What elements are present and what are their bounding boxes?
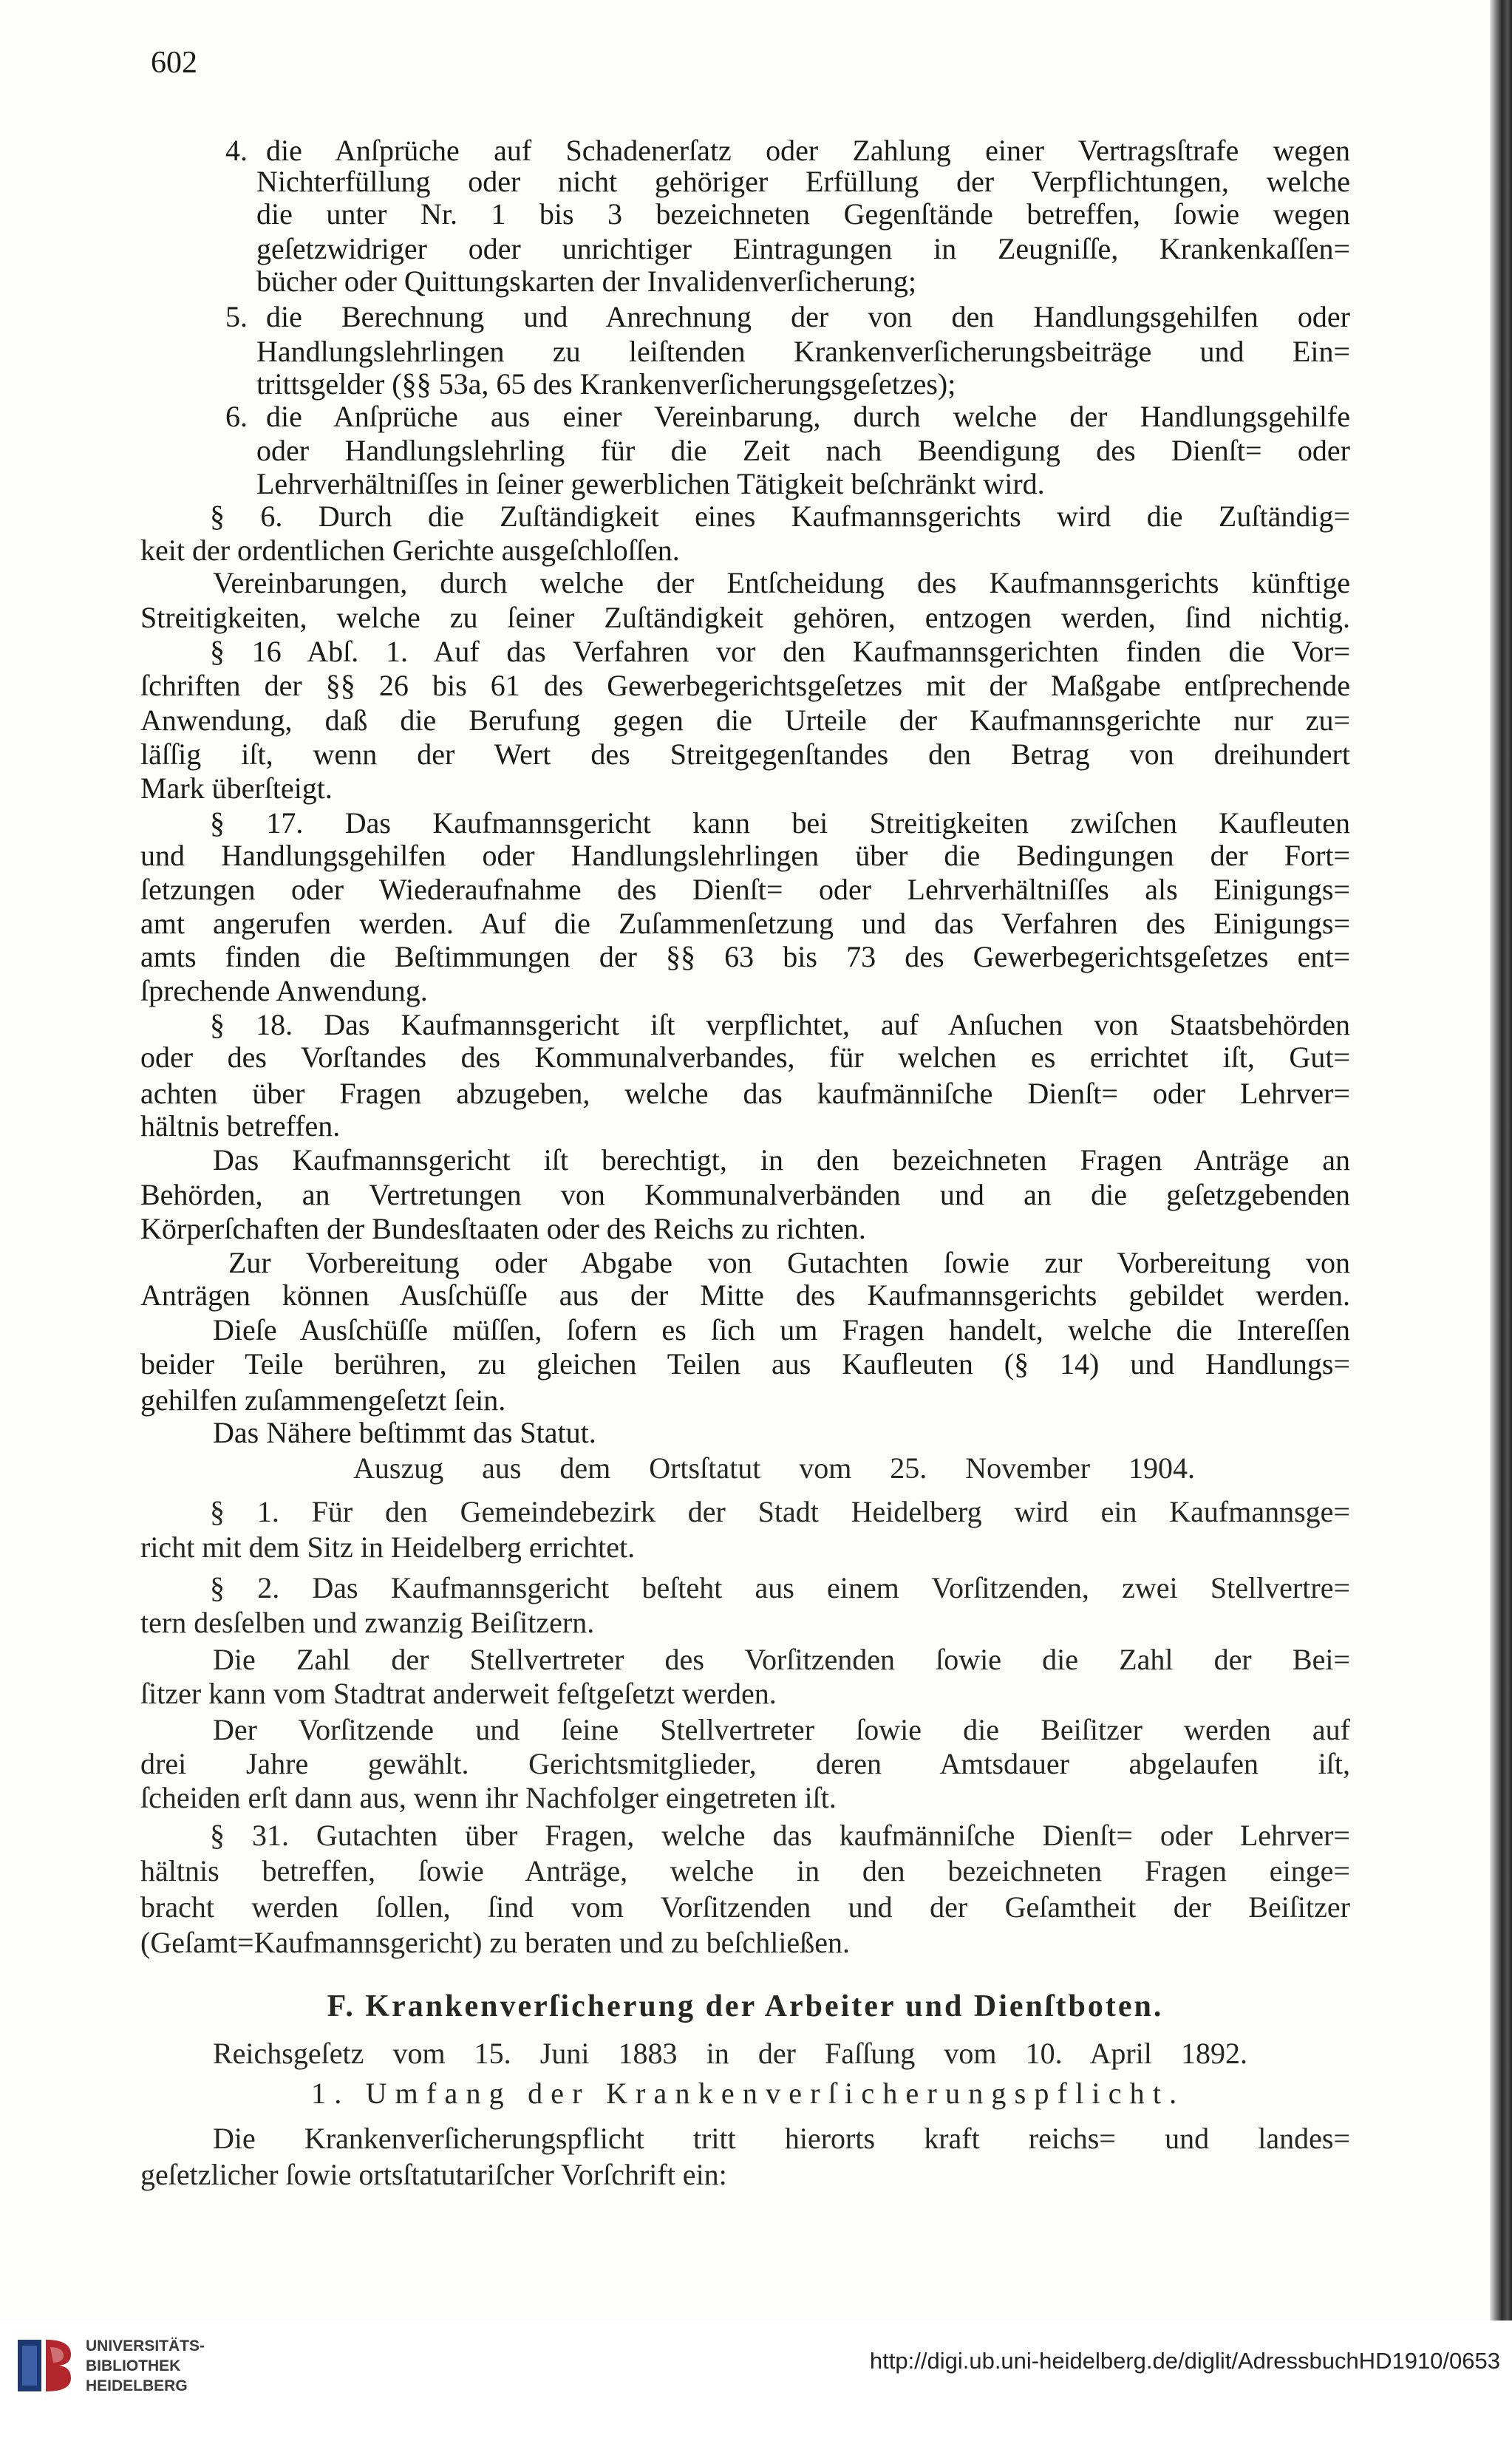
paragraph-line: § 6. Durch die Zuſtändigkeit eines Kaufmannsgerichts wird die Zuſtändig=: [210, 500, 1350, 533]
paragraph-line: § 16 Abſ. 1. Auf das Verfahren vor den Kaufmannsgerichten finden die Vor=: [210, 635, 1350, 668]
paragraph-line: § 17. Das Kaufmannsgericht kann bei Streitigkeiten zwiſchen Kaufleuten: [210, 806, 1350, 840]
list-item-line: die Anſprüche auf Schadenerſatz oder Zahlung einer Vertragsſtrafe wegen: [266, 134, 1350, 167]
paragraph-line: läſſig iſt, wenn der Wert des Streitgegenſtandes den Betrag von dreihundert: [140, 738, 1350, 771]
library-name-line: UNIVERSITÄTS-: [86, 2337, 205, 2354]
list-item-line: Handlungslehrlingen zu leiſtenden Krankenverſicherungsbeiträge und Ein=: [256, 335, 1350, 368]
statute-line: § 2. Das Kaufmannsgericht beſteht aus einem Vorſitzenden, zwei Stellvertre=: [210, 1571, 1350, 1604]
section-line: geſetzlicher ſowie ortsſtatutariſcher Vorſchrift ein:: [140, 2158, 727, 2191]
library-logo-icon: [12, 2334, 75, 2397]
paragraph-line: und Handlungsgehilfen oder Handlungslehrlingen über die Bedingungen der Fort=: [140, 839, 1350, 872]
list-item-line: die unter Nr. 1 bis 3 bezeichneten Gegenſtände betreffen, ſowie wegen: [256, 197, 1350, 231]
library-name-line: BIBLIOTHEK: [86, 2357, 181, 2374]
statute-line: richt mit dem Sitz in Heidelberg errichtet.: [140, 1530, 636, 1564]
library-logo: [12, 2332, 234, 2400]
paragraph-line: Zur Vorbereitung oder Abgabe von Gutachten ſowie zur Vorbereitung von: [228, 1246, 1350, 1279]
statute-heading: Auszug aus dem Ortsſtatut vom 25. November 1904.: [353, 1451, 1195, 1485]
paragraph-line: gehilfen zuſammengeſetzt ſein.: [140, 1383, 506, 1417]
paragraph-line: Behörden, an Vertretungen von Kommunalverbänden und an die geſetzgebenden: [140, 1178, 1350, 1211]
scan-edge-shadow: [1490, 0, 1512, 2320]
statute-line: (Geſamt=Kaufmannsgericht) zu beraten und zu beſchließen.: [140, 1926, 850, 1959]
paragraph-line: Körperſchaften der Bundesſtaaten oder des Reichs zu richten.: [140, 1212, 866, 1245]
section-line: Die Krankenverſicherungspflicht tritt hierorts kraft reichs= und landes=: [213, 2122, 1350, 2155]
section-heading: F. Krankenverſicherung der Arbeiter und Dienſtboten.: [327, 1989, 1164, 2023]
list-item-line: die Anſprüche aus einer Vereinbarung, durch welche der Handlungsgehilfe: [266, 400, 1350, 433]
list-item-line: die Berechnung und Anrechnung der von den Handlungsgehilfen oder: [266, 300, 1350, 333]
paragraph-line: Streitigkeiten, welche zu ſeiner Zuſtändigkeit gehören, entzogen werden, ſind nichtig.: [140, 601, 1350, 634]
statute-line: § 31. Gutachten über Fragen, welche das kaufmänniſche Dienſt= oder Lehrver=: [210, 1819, 1350, 1852]
paragraph-line: beider Teile berühren, zu gleichen Teilen aus Kaufleuten (§ 14) und Handlungs=: [140, 1347, 1350, 1380]
paragraph-line: ſetzungen oder Wiederaufnahme des Dienſt= oder Lehrverhältniſſes als Einigungs=: [140, 873, 1350, 906]
paragraph-line: Das Nähere beſtimmt das Statut.: [213, 1416, 596, 1449]
paragraph-line: Vereinbarungen, durch welche der Entſcheidung des Kaufmannsgerichts künftige: [213, 566, 1350, 599]
paragraph-line: amt angerufen werden. Auf die Zuſammenſetzung und das Verfahren des Einigungs=: [140, 907, 1350, 940]
page-number: 602: [151, 46, 197, 80]
source-url: http://digi.ub.uni-heidelberg.de/diglit/AdressbuchHD1910/0653: [869, 2348, 1500, 2374]
list-item-line: oder Handlungslehrling für die Zeit nach Beendigung des Dienſt= oder: [256, 434, 1350, 467]
paragraph-line: Mark überſteigt.: [140, 772, 333, 805]
subsection-heading: 1. Umfang der Krankenverſicherungspflicht.: [311, 2077, 1185, 2110]
list-item-number: 6.: [225, 400, 248, 433]
list-item-number: 5.: [225, 300, 248, 333]
paragraph-line: Dieſe Ausſchüſſe müſſen, ſofern es ſich um Fragen handelt, welche die Intereſſen: [213, 1313, 1350, 1346]
paragraph-line: ſchriften der §§ 26 bis 61 des Gewerbegerichtsgeſetzes mit der Maßgabe entſprechende: [140, 669, 1350, 702]
law-reference: Reichsgeſetz vom 15. Juni 1883 in der Faſſung vom 10. April 1892.: [213, 2037, 1247, 2070]
statute-line: Der Vorſitzende und ſeine Stellvertreter ſowie die Beiſitzer werden auf: [213, 1713, 1350, 1746]
paragraph-line: Anwendung, daß die Berufung gegen die Urteile der Kaufmannsgerichte nur zu=: [140, 704, 1350, 737]
statute-line: Die Zahl der Stellvertreter des Vorſitzenden ſowie die Zahl der Bei=: [213, 1643, 1350, 1676]
paragraph-line: amts finden die Beſtimmungen der §§ 63 bis 73 des Gewerbegerichtsgeſetzes ent=: [140, 940, 1350, 973]
paragraph-line: keit der ordentlichen Gerichte ausgeſchloſſen.: [140, 534, 680, 567]
statute-line: § 1. Für den Gemeindebezirk der Stadt Heidelberg wird ein Kaufmannsge=: [210, 1495, 1350, 1528]
statute-line: bracht werden ſollen, ſind vom Vorſitzenden und der Geſamtheit der Beiſitzer: [140, 1890, 1350, 1924]
list-item-line: bücher oder Quittungskarten der Invalidenverſicherung;: [256, 265, 917, 298]
statute-line: tern desſelben und zwanzig Beiſitzern.: [140, 1606, 595, 1639]
list-item-line: trittsgelder (§§ 53a, 65 des Krankenverſicherungsgeſetzes);: [256, 367, 956, 401]
paragraph-line: ſprechende Anwendung.: [140, 974, 428, 1007]
paragraph-line: Das Kaufmannsgericht iſt berechtigt, in den bezeichneten Fragen Anträge an: [213, 1143, 1350, 1177]
statute-line: drei Jahre gewählt. Gerichtsmitglieder, deren Amtsdauer abgelaufen iſt,: [140, 1747, 1350, 1780]
library-name-line: HEIDELBERG: [86, 2377, 188, 2394]
statute-line: ſitzer kann vom Stadtrat anderweit feſtgeſetzt werden.: [140, 1677, 777, 1710]
paragraph-line: oder des Vorſtandes des Kommunalverbandes, für welchen es errichtet iſt, Gut=: [140, 1041, 1350, 1074]
paragraph-line: achten über Fragen abzugeben, welche das kaufmänniſche Dienſt= oder Lehrver=: [140, 1077, 1350, 1110]
paragraph-line: § 18. Das Kaufmannsgericht iſt verpflichtet, auf Anſuchen von Staatsbehörden: [210, 1008, 1350, 1041]
paragraph-line: hältnis betreffen.: [140, 1109, 341, 1143]
list-item-line: Nichterfüllung oder nicht gehöriger Erfüllung der Verpflichtungen, welche: [256, 165, 1350, 198]
list-item-line: geſetzwidriger oder unrichtiger Eintragungen in Zeugniſſe, Krankenkaſſen=: [256, 232, 1350, 265]
list-item-number: 4.: [225, 134, 248, 167]
paragraph-line: Anträgen können Ausſchüſſe aus der Mitte des Kaufmannsgerichts gebildet werden.: [140, 1278, 1350, 1312]
statute-line: ſcheiden erſt dann aus, wenn ihr Nachfolger eingetreten iſt.: [140, 1781, 837, 1814]
statute-line: hältnis betreffen, ſowie Anträge, welche in den bezeichneten Fragen einge=: [140, 1854, 1350, 1887]
list-item-line: Lehrverhältniſſes in ſeiner gewerblichen Tätigkeit beſchränkt wird.: [256, 467, 1045, 500]
